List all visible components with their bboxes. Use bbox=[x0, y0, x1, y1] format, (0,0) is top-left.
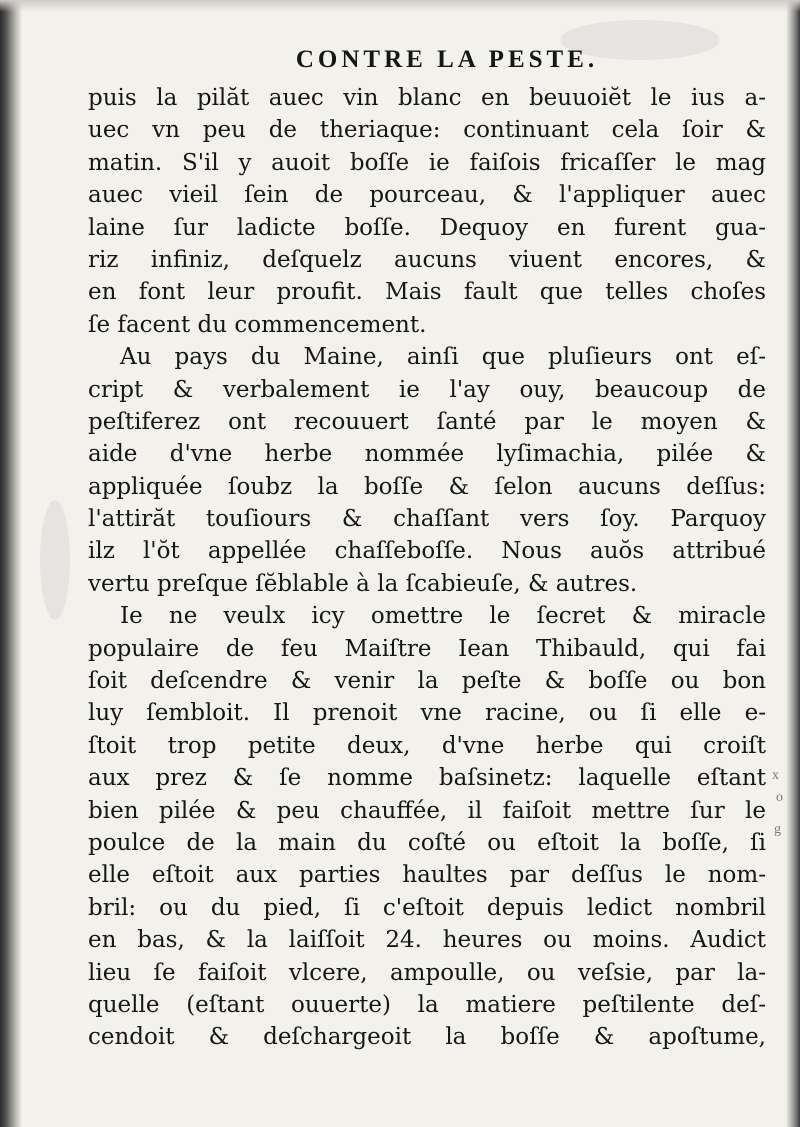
paragraph bbox=[88, 341, 766, 600]
text-line: ſoit deſcendre & venir la peſte & boſſe ou bon bbox=[88, 668, 766, 695]
paragraph bbox=[88, 82, 766, 341]
text-line: Ie ne veulx icy omettre le ſecret & miracle bbox=[120, 603, 766, 630]
text-line: laine ſur ladicte boſſe. Dequoy en furent gua- bbox=[88, 214, 766, 241]
text-line: luy ſembloit. Il prenoit vne racine, ou ſi elle e- bbox=[88, 700, 766, 727]
page-right-edge bbox=[786, 0, 800, 1127]
paper-stain bbox=[40, 500, 70, 620]
text-line: puis la pilăt auec vin blanc en beuuoiĕt le ius a- bbox=[88, 85, 766, 111]
text-line: appliquée ſoubz la boſſe & ſelon aucuns deſſus: bbox=[88, 473, 766, 500]
text-line: Au pays du Maine, ainſi que pluſieurs ont eſ- bbox=[120, 344, 766, 371]
running-head: CONTRE LA PESTE. bbox=[295, 46, 599, 73]
text-line: uec vn peu de theriaque: continuant cela ſoir & bbox=[88, 117, 766, 144]
text-line: lieu ſe faiſoit vlcere, ampoulle, ou veſsie, par la- bbox=[88, 959, 766, 986]
text-line: ſtoit trop petite deux, d'vne herbe qui croiſt bbox=[88, 732, 766, 759]
margin-note: x bbox=[772, 768, 779, 783]
text-line: ſe facent du commencement. bbox=[88, 311, 427, 338]
text-line: cendoit & deſchargeoit la boſſe & apoſtume, bbox=[88, 1024, 766, 1051]
text-line: aide d'vne herbe nommée lyſimachia, pilée & bbox=[88, 441, 766, 468]
text-line: en bas, & la laiſſoit 24. heures ou moins. Audict bbox=[88, 927, 766, 954]
text-line: cript & verbalement ie l'ay ouy, beaucoup de bbox=[88, 376, 766, 403]
paragraphs bbox=[88, 82, 766, 1054]
paragraph bbox=[88, 600, 766, 1053]
text-line: bien pilée & peu chauffée, il faiſoit mettre ſur le bbox=[88, 797, 766, 824]
text-line: bril: ou du pied, ſi c'eſtoit depuis ledict nombril bbox=[88, 894, 766, 921]
text-line: vertu preſque ſĕblable à la ſcabieuſe, & autres. bbox=[88, 570, 638, 597]
text-line: populaire de feu Maiſtre Iean Thibauld, qui fai bbox=[88, 635, 766, 662]
margin-note: o bbox=[776, 790, 783, 805]
text-line: en font leur proufit. Mais fault que telles choſes bbox=[88, 279, 766, 306]
page-top-edge bbox=[0, 0, 800, 12]
text-line: auec vieil ſein de pourceau, & l'appliquer auec bbox=[88, 182, 766, 209]
text-line: riz infiniz, deſquelz aucuns viuent encores, & bbox=[88, 246, 766, 273]
text-line: poulce de la main du coſté ou eſtoit la boſſe, ſi bbox=[88, 829, 766, 856]
text-line: matin. S'il y auoit boſſe ie faiſois fricaſſer le mag bbox=[88, 149, 766, 176]
text-line: l'attirăt touſiours & chaſſant vers ſoy. Parquoy bbox=[88, 506, 766, 533]
page-left-edge bbox=[0, 0, 22, 1127]
page-text bbox=[88, 42, 766, 1054]
text-line: elle eſtoit aux parties haultes par deſſus le nom- bbox=[88, 862, 766, 889]
text-line: peſtiferez ont recouuert ſanté par le moyen & bbox=[88, 408, 766, 435]
text-line: ilz l'ŏt appellée chaſſeboſſe. Nous auŏs attribué bbox=[88, 538, 766, 565]
margin-note: g bbox=[774, 822, 781, 837]
text-line: quelle (eſtant ouuerte) la matiere peſtilente deſ- bbox=[88, 991, 766, 1018]
text-line: aux prez & ſe nomme baſsinetz: laquelle eſtant bbox=[88, 765, 766, 792]
